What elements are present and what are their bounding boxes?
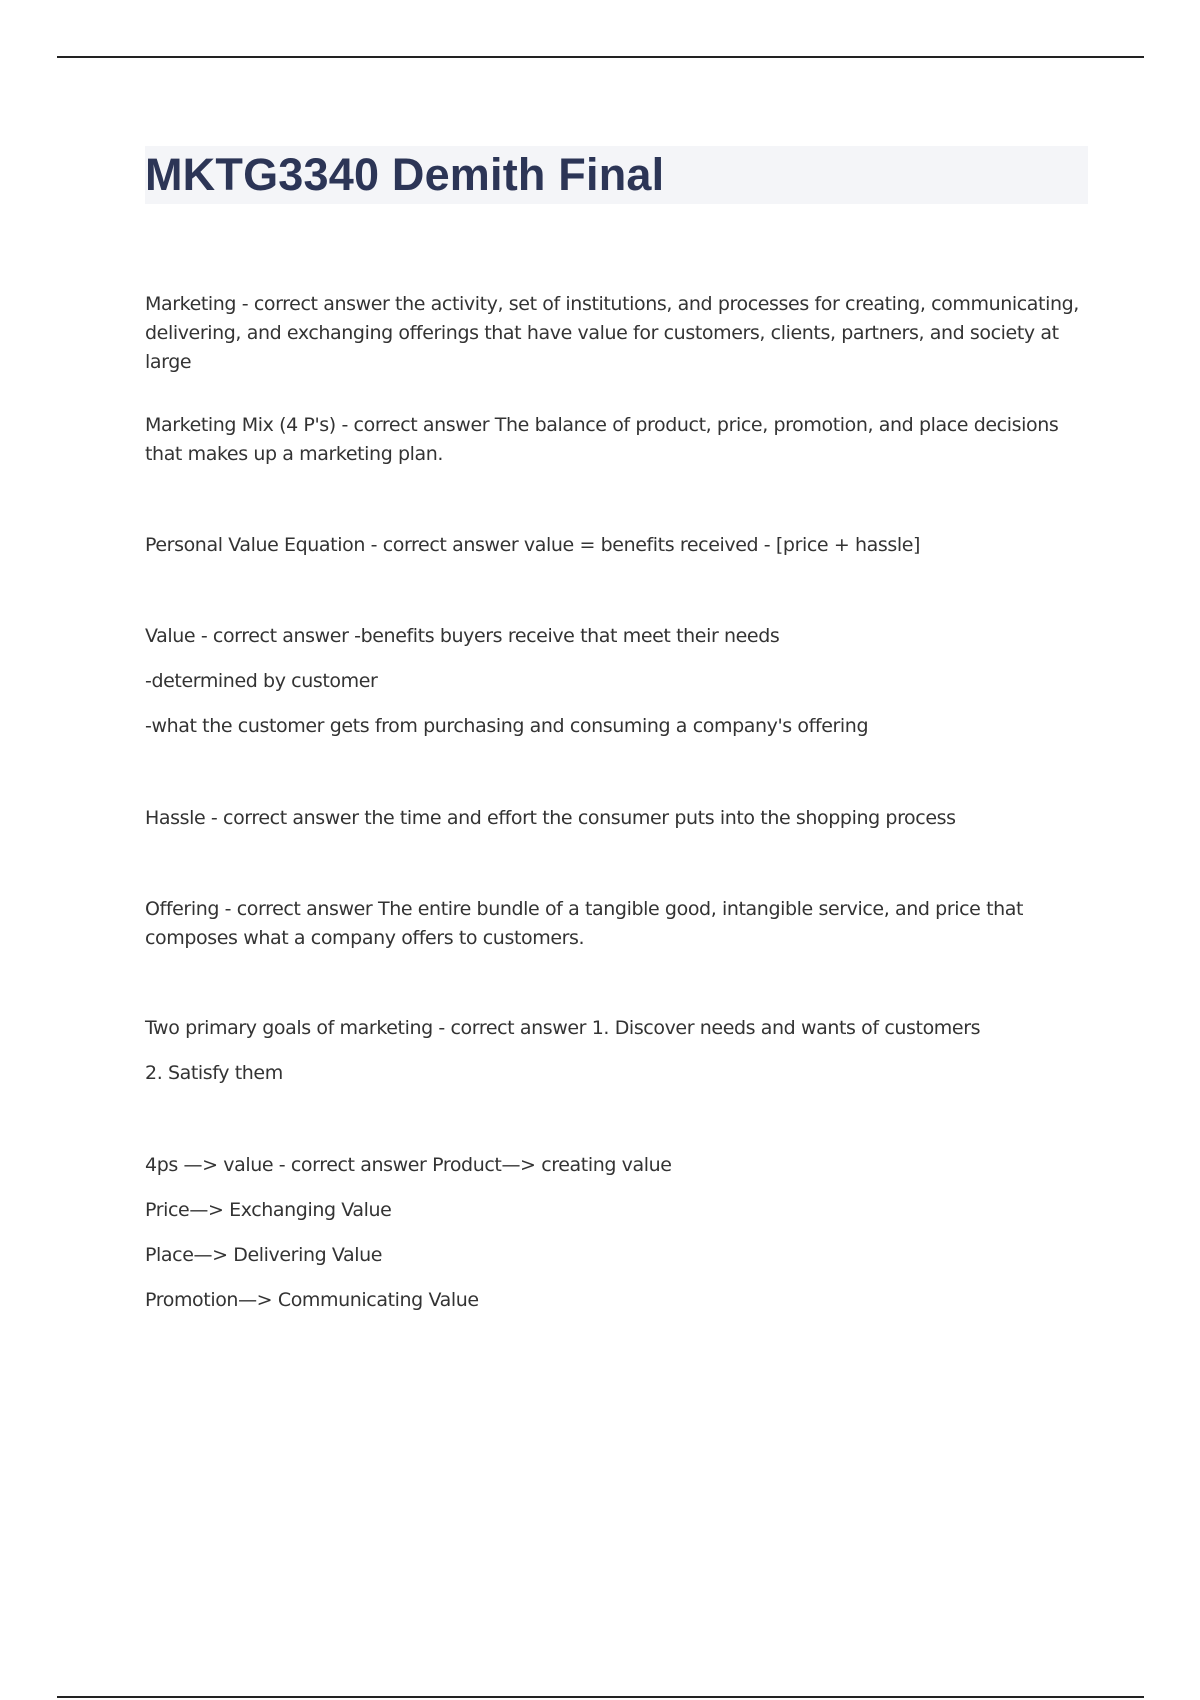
entry-line: 2. Satisfy them [145, 1062, 283, 1084]
entry-line: 4ps —> value - correct answer Product—> creating value [145, 1154, 672, 1176]
entry-personal-value-equation [145, 531, 1095, 560]
entry-line: Two primary goals of marketing - correct answer 1. Discover needs and wants of customers [145, 1017, 981, 1039]
entry-hassle [145, 804, 1095, 833]
entry-value [145, 622, 1095, 741]
entry-line: -determined by customer [145, 670, 378, 692]
entry-marketing-mix [145, 411, 1095, 469]
entry-line: Promotion—> Communicating Value [145, 1289, 479, 1311]
entry-marketing [145, 290, 1095, 377]
entry-offering [145, 895, 1095, 953]
entry-two-primary-goals [145, 1014, 1095, 1088]
footer-rule [57, 1696, 1144, 1698]
entry-4ps-value [145, 1151, 1095, 1315]
entry-line: -what the customer gets from purchasing and consuming a company's offering [145, 715, 869, 737]
entry-line: Price—> Exchanging Value [145, 1199, 392, 1221]
entry-line: Personal Value Equation - correct answer value = benefits received - [price + hassle] [145, 534, 921, 556]
entry-line: Marketing - correct answer the activity, set of institutions, and processes for creating, communicating, delivering, and exchanging offerings that have value for customers, clients, partners, and society at large [145, 293, 1079, 373]
header-rule [57, 56, 1144, 58]
entry-line: Place—> Delivering Value [145, 1244, 383, 1266]
document-title: MKTG3340 Demith Final [145, 149, 665, 200]
entry-line: Marketing Mix (4 P's) - correct answer The balance of product, price, promotion, and place decisions that makes up a marketing plan. [145, 414, 1059, 465]
entry-line: Offering - correct answer The entire bundle of a tangible good, intangible service, and price that composes what a company offers to customers. [145, 898, 1024, 949]
entry-line: Hassle - correct answer the time and effort the consumer puts into the shopping process [145, 807, 956, 829]
entry-line: Value - correct answer -benefits buyers receive that meet their needs [145, 625, 780, 647]
